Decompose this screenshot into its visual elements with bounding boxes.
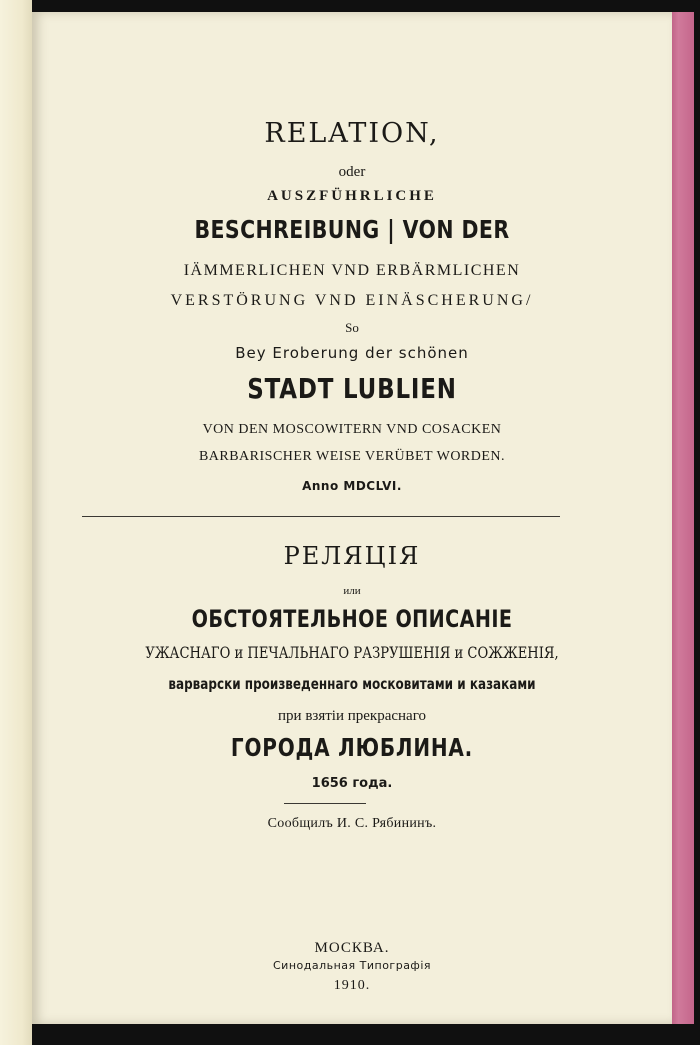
russian-pri-vzyatii: при взятіи прекраснаго — [278, 708, 426, 724]
short-divider — [284, 803, 366, 804]
german-anno: Anno MDCLVI. — [302, 479, 402, 493]
russian-author: Сообщилъ И. С. Рябининъ. — [267, 816, 437, 831]
imprint-city: МОСКВА. — [314, 940, 390, 956]
german-iaemmerlichen: IÄMMERLICHEN VND ERBÄRMLICHEN — [183, 262, 521, 279]
title-page — [32, 12, 672, 1024]
german-oder: oder — [338, 164, 366, 180]
german-moscowitern: VON DEN MOSCOWITERN VND COSACKEN — [202, 422, 502, 437]
german-bey: Bey Eroberung der schönen — [235, 344, 469, 362]
russian-uzhasnago: УЖАСНАГО и ПЕЧАЛЬНАГО РАЗРУШЕНІЯ и СОЖЖЕНІЯ, — [145, 643, 559, 662]
russian-ili: или — [343, 585, 361, 597]
imprint-year: 1910. — [333, 978, 371, 993]
left-page-edge — [0, 0, 32, 1045]
german-stadt-lublien: STADT LUBLIEN — [247, 372, 457, 405]
russian-year: 1656 года. — [311, 776, 393, 791]
german-so: So — [345, 320, 359, 335]
german-auszfuehrliche: AUSZFÜHRLICHE — [267, 188, 437, 204]
russian-varvarski: варварски произведеннаго московитами и казаками — [168, 675, 536, 693]
german-beschreibung: BESCHREIBUNG | VON DER — [194, 215, 510, 244]
imprint-press: Синодальная Типографія — [272, 959, 432, 972]
russian-goroda-lyublina: ГОРОДА ЛЮБЛИНА. — [230, 733, 474, 762]
russian-obstoyatelnoe: ОБСТОЯТЕЛЬНОЕ ОПИСАНІЕ — [191, 605, 513, 633]
german-barbarischer: BARBARISCHER WEISE VERÜBET WORDEN. — [198, 449, 506, 464]
section-divider — [82, 516, 560, 517]
german-verstoerung: VERSTÖRUNG VND EINÄSCHERUNG/ — [170, 292, 534, 309]
title-page-content — [32, 12, 672, 1024]
russian-title: РЕЛЯЦІЯ — [283, 542, 421, 570]
german-title: RELATION, — [264, 118, 440, 149]
